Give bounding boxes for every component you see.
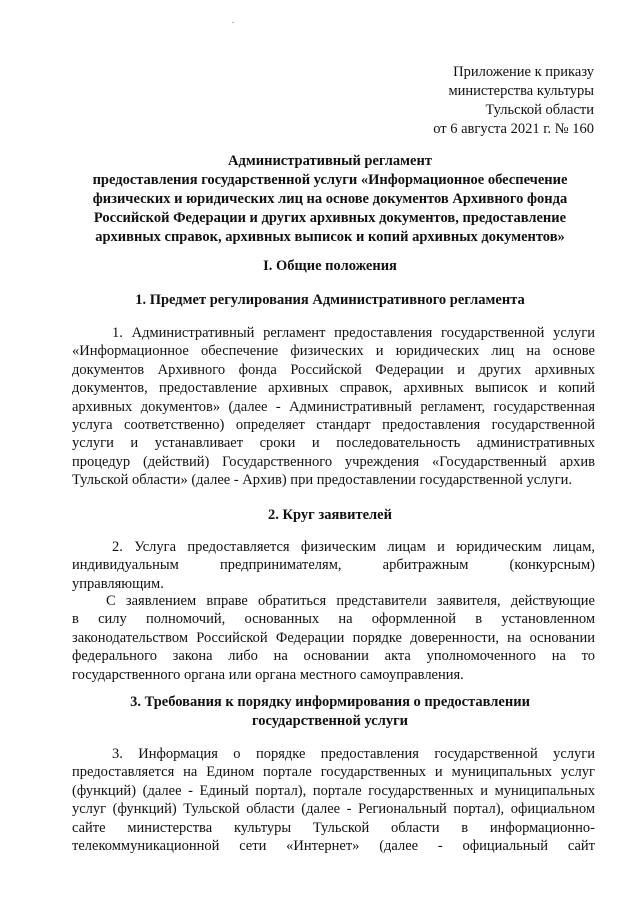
paragraph-line: индивидуальным предпринимателям, арбитражным (конкурсным): [72, 557, 595, 574]
paragraph-line: С заявлением вправе обратиться представители заявителя, действующие: [106, 593, 595, 609]
title-line: предоставления государственной услуги «Информационное обеспечение: [92, 172, 568, 188]
paragraph-line: телекоммуникационной сети «Интернет» (далее - официальный сайт: [72, 838, 595, 855]
paragraph-2a: [72, 538, 595, 593]
approval-line: от 6 августа 2021 г. № 160: [433, 121, 594, 137]
paragraph-line: архивных документов» (далее - Административный регламент, государственная: [72, 398, 595, 415]
paragraph-line: документов, предоставление архивных справок, архивных выписок и копий: [72, 380, 595, 397]
approval-line: министерства культуры: [448, 83, 594, 99]
title-line: архивных справок, архивных выписок и копий архивных документов»: [95, 229, 565, 245]
approval-line: Тульской области: [485, 102, 594, 118]
paragraph-line: в силу полномочий, основанных на оформленной в установленном: [72, 611, 595, 628]
paragraph-line: 1. Административный регламент предоставления государственной услуги: [112, 325, 595, 341]
paragraph-line: процедур (действий) Государственного учреждения «Государственный архив: [72, 453, 595, 470]
heading-subject: 1. Предмет регулирования Административного регламента: [135, 292, 525, 308]
approval-line: Приложение к приказу: [453, 64, 594, 80]
paragraph-line: законодательством Российской Федерации порядке доверенности, на основании: [72, 629, 595, 646]
heading-informing: [40, 693, 620, 731]
heading-applicants: 2. Круг заявителей: [268, 507, 392, 523]
title-line: Административный регламент: [228, 153, 432, 169]
paragraph-2b: [72, 592, 595, 684]
title-line: Российской Федерации и других архивных документов, предоставление: [93, 210, 567, 226]
approval-block: [433, 63, 594, 139]
paragraph-line: услуги и устанавливает сроки и последовательность административных: [72, 435, 595, 452]
paragraph-line: управляющим.: [72, 575, 164, 592]
section-general-heading: I. Общие положения: [263, 258, 397, 274]
paragraph-line: (функций) (далее - Единый портал), портале государственных и муниципальных: [72, 782, 595, 799]
paragraph-3: [72, 745, 595, 855]
scan-speck: [232, 22, 234, 23]
paragraph-line: услуга соответственно) определяет стандарт предоставления государственной: [72, 417, 595, 434]
paragraph-line: услуг (функций) Тульской области (далее - Региональный портал), официальном: [72, 801, 595, 818]
paragraph-line: «Информационное обеспечение физических и юридических лиц на основе: [72, 343, 595, 360]
document-title: [40, 152, 620, 247]
paragraph-1: [72, 324, 595, 490]
paragraph-line: Тульской области» (далее - Архив) при предоставлении государственной услуги.: [72, 472, 573, 489]
paragraph-line: сайте министерства культуры Тульской области в информационно-: [72, 819, 595, 836]
heading-line: 3. Требования к порядку информирования о предоставлении: [130, 694, 530, 710]
paragraph-line: 2. Услуга предоставляется физическим лицам и юридическим лицам,: [112, 539, 595, 555]
heading-line: государственной услуги: [251, 713, 409, 729]
title-line: физических и юридических лиц на основе документов Архивного фонда: [92, 191, 568, 207]
paragraph-line: документов Архивного фонда Российской Федерации и других архивных: [72, 361, 595, 378]
paragraph-line: государственного органа или органа местного самоуправления.: [72, 666, 464, 683]
paragraph-line: предоставляется на Едином портале государственных и муниципальных услуг: [72, 764, 595, 781]
paragraph-line: федерального закона либо на основании акта уполномоченного на то: [72, 648, 595, 665]
paragraph-line: 3. Информация о порядке предоставления государственной услуги: [112, 746, 595, 762]
